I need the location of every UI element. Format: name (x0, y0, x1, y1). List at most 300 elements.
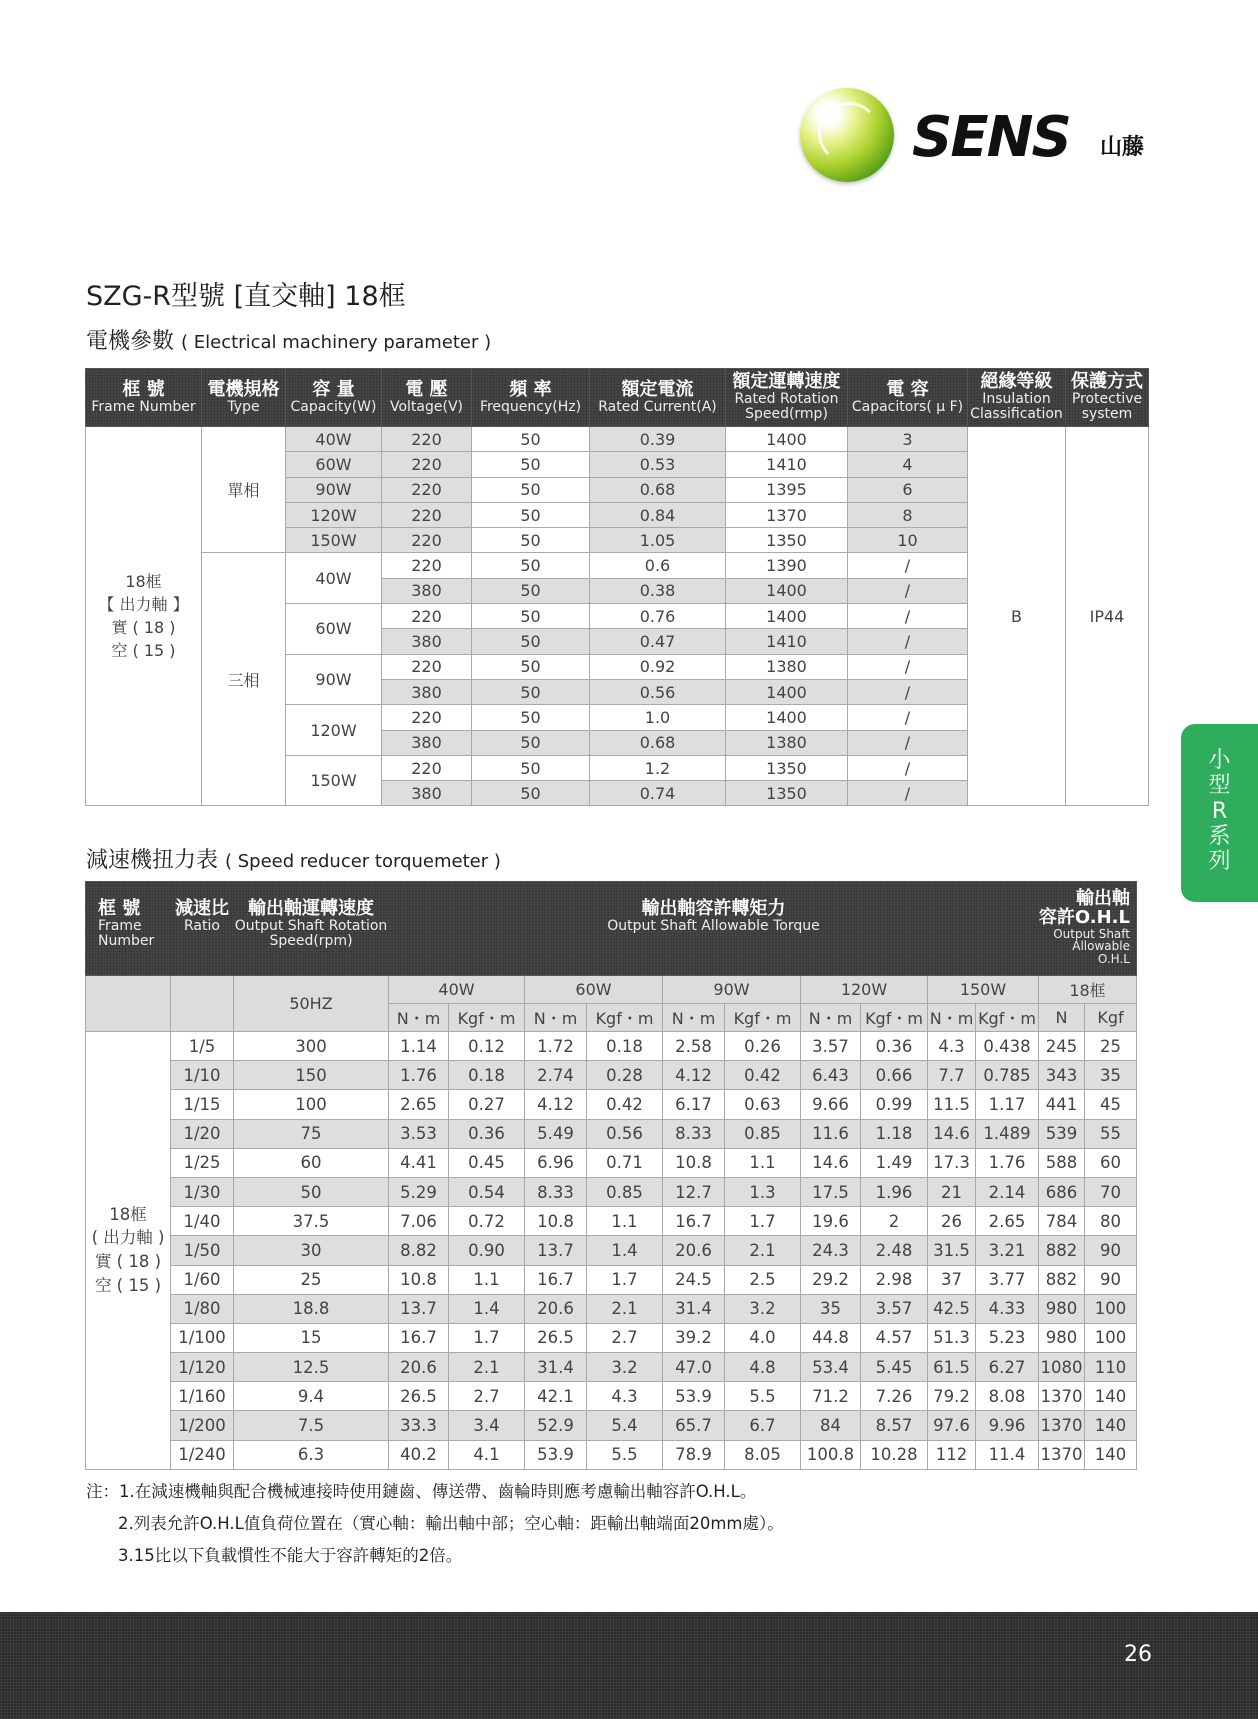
voltage-cell: 220 (382, 755, 472, 780)
table-cell: 24.5 (663, 1265, 725, 1294)
table-cell: 1.49 (861, 1148, 928, 1177)
power-header: 40W (389, 976, 525, 1004)
table-row (86, 1119, 1137, 1148)
table-cell: 4.12 (525, 1090, 587, 1119)
unit-nm-header: N・m (525, 1004, 587, 1032)
table-cell: 25 (234, 1265, 389, 1294)
unit-kgf-header: Kgf・m (725, 1004, 801, 1032)
unit-kgf-header: Kgf・m (976, 1004, 1039, 1032)
table-cell: 882 (1039, 1236, 1085, 1265)
table-cell: 3.4 (449, 1411, 525, 1440)
table-cell: 26.5 (389, 1382, 449, 1411)
frequency-cell: 50 (472, 629, 590, 654)
table-cell: 0.18 (449, 1061, 525, 1090)
capacitor-cell: / (848, 679, 968, 704)
table-cell: 0.63 (725, 1090, 801, 1119)
frame-line: 【 出力軸 】 (98, 595, 189, 615)
speed-cell: 1350 (726, 781, 848, 806)
table-cell: 100.8 (801, 1440, 861, 1469)
table-cell: 0.66 (861, 1061, 928, 1090)
blank-header (171, 976, 234, 1032)
table-cell: 11.4 (976, 1440, 1039, 1469)
unit-kgf-header: Kgf (1085, 1004, 1137, 1032)
frequency-cell: 50 (472, 528, 590, 553)
note-1: 注：1.在減速機軸與配合機械連接時使用鏈齒、傳送帶、齒輪時則應考慮輸出軸容許O.H.L。 (86, 1482, 757, 1501)
unit-kgf-header: Kgf・m (587, 1004, 663, 1032)
table-cell: 2.7 (449, 1382, 525, 1411)
capacitor-cell: / (848, 654, 968, 679)
footer-band (0, 1612, 1258, 1719)
table-cell: 37 (928, 1265, 976, 1294)
table-cell: 1/15 (171, 1090, 234, 1119)
table-cell: 90 (1085, 1236, 1137, 1265)
capacity-cell: 60W (286, 452, 382, 477)
table-cell: 1.1 (587, 1207, 663, 1236)
table-cell: 588 (1039, 1148, 1085, 1177)
speed-cell: 1400 (726, 679, 848, 704)
table-cell: 441 (1039, 1090, 1085, 1119)
table-cell: 0.90 (449, 1236, 525, 1265)
voltage-cell: 380 (382, 730, 472, 755)
table-cell: 2.58 (663, 1032, 725, 1061)
speed-cell: 1380 (726, 730, 848, 755)
table-cell: 1.14 (389, 1032, 449, 1061)
table-cell: 10.8 (663, 1148, 725, 1177)
current-cell: 0.74 (590, 781, 726, 806)
table-cell: 16.7 (663, 1207, 725, 1236)
table-cell: 14.6 (801, 1148, 861, 1177)
current-cell: 1.0 (590, 705, 726, 730)
table-cell: 8.08 (976, 1382, 1039, 1411)
torque-header-speed: 輸出軸運轉速度 Output Shaft Rotation Speed(rpm) (234, 882, 389, 976)
section-electrical-zh: 電機參數 (86, 329, 175, 354)
table-cell: 4.33 (976, 1294, 1039, 1323)
type-three-cell: 三相 (202, 553, 286, 806)
frequency-cell: 50 (472, 477, 590, 502)
table-row (86, 427, 1149, 452)
speed-cell: 1395 (726, 477, 848, 502)
speed-cell: 1350 (726, 755, 848, 780)
table-cell: 14.6 (928, 1119, 976, 1148)
capacity-cell: 90W (286, 654, 382, 705)
table-cell: 52.9 (525, 1411, 587, 1440)
table-cell: 17.3 (928, 1148, 976, 1177)
table-cell: 980 (1039, 1323, 1085, 1352)
logo-sphere-icon (800, 88, 894, 182)
table-cell: 2.1 (725, 1236, 801, 1265)
table-cell: 1080 (1039, 1353, 1085, 1382)
table-cell: 51.3 (928, 1323, 976, 1352)
table-row (86, 1411, 1137, 1440)
torque-header-ratio: 減速比 Ratio (171, 882, 234, 976)
table-cell: 7.5 (234, 1411, 389, 1440)
table-cell: 37.5 (234, 1207, 389, 1236)
insulation-cell: B (968, 427, 1066, 806)
table-cell: 0.18 (587, 1032, 663, 1061)
table-cell: 140 (1085, 1382, 1137, 1411)
capacity-cell: 150W (286, 528, 382, 553)
table-cell: 1/60 (171, 1265, 234, 1294)
power-header: 120W (801, 976, 928, 1004)
table-cell: 1/5 (171, 1032, 234, 1061)
voltage-cell: 380 (382, 781, 472, 806)
table-row (86, 1090, 1137, 1119)
torque-table-header (86, 882, 1137, 976)
speed-cell: 1370 (726, 502, 848, 527)
note-3: 3.15比以下負載慣性不能大于容許轉矩的2倍。 (118, 1546, 463, 1565)
table-cell: 5.5 (587, 1440, 663, 1469)
table-cell: 1/240 (171, 1440, 234, 1469)
unit-nm-header: N・m (928, 1004, 976, 1032)
hz-header: 50HZ (234, 976, 389, 1032)
frame-line: ( 出力軸 ) (91, 1228, 165, 1248)
table-cell: 882 (1039, 1265, 1085, 1294)
power-header: 90W (663, 976, 801, 1004)
current-cell: 0.92 (590, 654, 726, 679)
table-cell: 71.2 (801, 1382, 861, 1411)
table-cell: 5.4 (587, 1411, 663, 1440)
electrical-table-header (86, 369, 1149, 427)
table-cell: 3.2 (725, 1294, 801, 1323)
capacity-cell: 120W (286, 502, 382, 527)
table-cell: 343 (1039, 1061, 1085, 1090)
table-cell: 0.27 (449, 1090, 525, 1119)
voltage-cell: 220 (382, 452, 472, 477)
voltage-cell: 220 (382, 477, 472, 502)
table-cell: 1.17 (976, 1090, 1039, 1119)
notes (86, 1476, 784, 1572)
table-cell: 53.9 (525, 1440, 587, 1469)
frame-line: 實 ( 18 ) (94, 1252, 162, 1272)
table-cell: 7.26 (861, 1382, 928, 1411)
table-cell: 0.54 (449, 1177, 525, 1206)
table-cell: 1.489 (976, 1119, 1039, 1148)
table-cell: 1.72 (525, 1032, 587, 1061)
table-cell: 55 (1085, 1119, 1137, 1148)
current-cell: 0.84 (590, 502, 726, 527)
table-cell: 2.1 (449, 1353, 525, 1382)
current-cell: 0.76 (590, 604, 726, 629)
table-cell: 10.28 (861, 1440, 928, 1469)
table-cell: 53.9 (663, 1382, 725, 1411)
table-cell: 1370 (1039, 1411, 1085, 1440)
capacity-cell: 150W (286, 755, 382, 806)
capacitor-cell: 3 (848, 427, 968, 452)
speed-cell: 1350 (726, 528, 848, 553)
table-cell: 45 (1085, 1090, 1137, 1119)
table-cell: 1.76 (389, 1061, 449, 1090)
table-cell: 11.6 (801, 1119, 861, 1148)
table-cell: 100 (1085, 1323, 1137, 1352)
current-cell: 0.47 (590, 629, 726, 654)
speed-cell: 1400 (726, 604, 848, 629)
table-cell: 65.7 (663, 1411, 725, 1440)
table-cell: 7.06 (389, 1207, 449, 1236)
torque-header-ohl: 輸出軸 容許O.H.L Output Shaft Allowable O.H.L (1039, 882, 1137, 976)
table-cell: 1/25 (171, 1148, 234, 1177)
table-cell: 0.42 (587, 1090, 663, 1119)
table-cell: 90 (1085, 1265, 1137, 1294)
table-row (86, 1440, 1137, 1469)
table-cell: 1.7 (587, 1265, 663, 1294)
table-cell: 7.7 (928, 1061, 976, 1090)
frame-line: 實 ( 18 ) (111, 618, 176, 638)
table-cell: 0.85 (725, 1119, 801, 1148)
table-cell: 300 (234, 1032, 389, 1061)
ohl-frame-header: 18框 (1039, 976, 1137, 1004)
table-cell: 1.7 (449, 1323, 525, 1352)
current-cell: 0.68 (590, 477, 726, 502)
table-cell: 39.2 (663, 1323, 725, 1352)
table-cell: 40.2 (389, 1440, 449, 1469)
table-cell: 29.2 (801, 1265, 861, 1294)
electrical-header-col: 額定運轉速度 Rated Rotation Speed(rmp) (726, 369, 848, 427)
table-row (86, 1061, 1137, 1090)
frame-line: 空 ( 15 ) (111, 641, 176, 661)
table-row (86, 1323, 1137, 1352)
table-cell: 8.82 (389, 1236, 449, 1265)
capacitor-cell: 8 (848, 502, 968, 527)
table-row (86, 1382, 1137, 1411)
table-cell: 1/20 (171, 1119, 234, 1148)
table-cell: 9.96 (976, 1411, 1039, 1440)
unit-nm-header: N・m (663, 1004, 725, 1032)
table-cell: 8.33 (525, 1177, 587, 1206)
table-cell: 0.56 (587, 1119, 663, 1148)
table-cell: 13.7 (525, 1236, 587, 1265)
table-cell: 9.4 (234, 1382, 389, 1411)
table-cell: 80 (1085, 1207, 1137, 1236)
table-row (86, 1353, 1137, 1382)
table-cell: 112 (928, 1440, 976, 1469)
table-cell: 2.74 (525, 1061, 587, 1090)
table-cell: 6.27 (976, 1353, 1039, 1382)
table-cell: 0.438 (976, 1032, 1039, 1061)
table-cell: 31.5 (928, 1236, 976, 1265)
speed-cell: 1380 (726, 654, 848, 679)
table-cell: 3.21 (976, 1236, 1039, 1265)
current-cell: 1.05 (590, 528, 726, 553)
table-cell: 4.3 (587, 1382, 663, 1411)
capacitor-cell: / (848, 604, 968, 629)
table-cell: 0.26 (725, 1032, 801, 1061)
capacitor-cell: / (848, 578, 968, 603)
unit-nm-header: N・m (801, 1004, 861, 1032)
electrical-header-col: 額定電流 Rated Current(A) (590, 369, 726, 427)
table-cell: 1370 (1039, 1440, 1085, 1469)
table-cell: 0.85 (587, 1177, 663, 1206)
table-cell: 8.33 (663, 1119, 725, 1148)
frame-line: 空 ( 15 ) (94, 1276, 162, 1296)
current-cell: 0.39 (590, 427, 726, 452)
frequency-cell: 50 (472, 452, 590, 477)
unit-n-header: N (1039, 1004, 1085, 1032)
table-cell: 1.3 (725, 1177, 801, 1206)
table-cell: 79.2 (928, 1382, 976, 1411)
table-cell: 0.42 (725, 1061, 801, 1090)
type-single-cell: 單相 (202, 427, 286, 553)
table-cell: 78.9 (663, 1440, 725, 1469)
table-cell: 3.53 (389, 1119, 449, 1148)
table-cell: 4.3 (928, 1032, 976, 1061)
table-cell: 140 (1085, 1440, 1137, 1469)
table-row (86, 1236, 1137, 1265)
section-torque-heading (86, 843, 501, 874)
table-cell: 9.66 (801, 1090, 861, 1119)
table-cell: 15 (234, 1323, 389, 1352)
current-cell: 0.38 (590, 578, 726, 603)
table-cell: 4.0 (725, 1323, 801, 1352)
table-cell: 0.36 (861, 1032, 928, 1061)
table-cell: 61.5 (928, 1353, 976, 1382)
frequency-cell: 50 (472, 427, 590, 452)
table-cell: 1.4 (587, 1236, 663, 1265)
capacity-cell: 40W (286, 553, 382, 604)
unit-nm-header: N・m (389, 1004, 449, 1032)
section-electrical-heading (86, 324, 491, 355)
table-cell: 35 (801, 1294, 861, 1323)
table-cell: 19.6 (801, 1207, 861, 1236)
table-cell: 1.76 (976, 1148, 1039, 1177)
table-cell: 2.98 (861, 1265, 928, 1294)
table-cell: 50 (234, 1177, 389, 1206)
table-cell: 2.65 (389, 1090, 449, 1119)
table-cell: 0.45 (449, 1148, 525, 1177)
table-cell: 1.96 (861, 1177, 928, 1206)
frequency-cell: 50 (472, 578, 590, 603)
table-cell: 30 (234, 1236, 389, 1265)
frequency-cell: 50 (472, 654, 590, 679)
table-cell: 1.1 (449, 1265, 525, 1294)
table-cell: 140 (1085, 1411, 1137, 1440)
table-cell: 60 (234, 1148, 389, 1177)
table-cell: 18.8 (234, 1294, 389, 1323)
table-cell: 6.3 (234, 1440, 389, 1469)
speed-cell: 1400 (726, 427, 848, 452)
table-cell: 25 (1085, 1032, 1137, 1061)
frequency-cell: 50 (472, 730, 590, 755)
torque-header-frame: 框 號 Frame Number (86, 882, 171, 976)
protection-cell: IP44 (1066, 427, 1149, 806)
electrical-header-col: 電 壓 Voltage(V) (382, 369, 472, 427)
table-cell: 5.45 (861, 1353, 928, 1382)
table-cell: 47.0 (663, 1353, 725, 1382)
table-cell: 6.7 (725, 1411, 801, 1440)
table-cell: 8.05 (725, 1440, 801, 1469)
table-cell: 1370 (1039, 1382, 1085, 1411)
table-cell: 20.6 (389, 1353, 449, 1382)
section-torque-zh: 減速機扭力表 (86, 848, 219, 873)
table-cell: 21 (928, 1177, 976, 1206)
table-cell: 1/50 (171, 1236, 234, 1265)
capacitor-cell: 6 (848, 477, 968, 502)
electrical-header-col: 容 量 Capacity(W) (286, 369, 382, 427)
voltage-cell: 220 (382, 604, 472, 629)
frequency-cell: 50 (472, 705, 590, 730)
logo-brand-cn: 山藤 (1100, 135, 1145, 160)
current-cell: 1.2 (590, 755, 726, 780)
page-title: SZG-R型號 [直交軸] 18框 (86, 281, 406, 312)
current-cell: 0.53 (590, 452, 726, 477)
frame-number-cell (86, 1032, 171, 1470)
speed-cell: 1400 (726, 578, 848, 603)
voltage-cell: 220 (382, 705, 472, 730)
side-category-tab[interactable]: 小 型 R 系 列 (1181, 724, 1258, 902)
unit-kgf-header: Kgf・m (449, 1004, 525, 1032)
table-cell: 2.5 (725, 1265, 801, 1294)
table-cell: 26.5 (525, 1323, 587, 1352)
table-cell: 12.7 (663, 1177, 725, 1206)
current-cell: 0.56 (590, 679, 726, 704)
electrical-header-col: 保護方式 Protective system (1066, 369, 1149, 427)
table-row (86, 1148, 1137, 1177)
table-cell: 4.8 (725, 1353, 801, 1382)
current-cell: 0.68 (590, 730, 726, 755)
table-cell: 2 (861, 1207, 928, 1236)
table-cell: 42.1 (525, 1382, 587, 1411)
table-cell: 70 (1085, 1177, 1137, 1206)
blank-header (86, 976, 171, 1032)
voltage-cell: 220 (382, 427, 472, 452)
unit-kgf-header: Kgf・m (861, 1004, 928, 1032)
table-cell: 6.96 (525, 1148, 587, 1177)
table-cell: 35 (1085, 1061, 1137, 1090)
table-cell: 0.72 (449, 1207, 525, 1236)
table-cell: 17.5 (801, 1177, 861, 1206)
capacitor-cell: / (848, 781, 968, 806)
capacitor-cell: / (848, 553, 968, 578)
table-cell: 1/40 (171, 1207, 234, 1236)
table-cell: 97.6 (928, 1411, 976, 1440)
torque-table (85, 881, 1137, 1470)
table-cell: 12.5 (234, 1353, 389, 1382)
table-cell: 100 (1085, 1294, 1137, 1323)
table-cell: 5.49 (525, 1119, 587, 1148)
table-cell: 31.4 (525, 1353, 587, 1382)
table-cell: 3.57 (861, 1294, 928, 1323)
frame-number-cell (86, 427, 202, 806)
speed-cell: 1400 (726, 705, 848, 730)
note-2: 2.列表允許O.H.L值負荷位置在（實心軸：輸出軸中部；空心軸：距輸出軸端面20mm處）。 (118, 1514, 784, 1533)
electrical-parameter-table (85, 368, 1149, 806)
frequency-cell: 50 (472, 604, 590, 629)
electrical-header-col: 頻 率 Frequency(Hz) (472, 369, 590, 427)
frequency-cell: 50 (472, 502, 590, 527)
table-cell: 26 (928, 1207, 976, 1236)
frequency-cell: 50 (472, 679, 590, 704)
table-cell: 84 (801, 1411, 861, 1440)
table-cell: 4.41 (389, 1148, 449, 1177)
table-cell: 3.2 (587, 1353, 663, 1382)
table-cell: 2.7 (587, 1323, 663, 1352)
logo-brand-text: SENS (912, 105, 1070, 170)
table-cell: 4.12 (663, 1061, 725, 1090)
page-number: 26 (1124, 1642, 1152, 1667)
capacitor-cell: / (848, 730, 968, 755)
table-cell: 1.4 (449, 1294, 525, 1323)
capacity-cell: 90W (286, 477, 382, 502)
table-cell: 1/10 (171, 1061, 234, 1090)
frequency-cell: 50 (472, 781, 590, 806)
table-cell: 1/30 (171, 1177, 234, 1206)
capacity-cell: 60W (286, 604, 382, 655)
torque-power-header (86, 976, 1137, 1004)
electrical-header-col: 電機規格 Type (202, 369, 286, 427)
table-cell: 75 (234, 1119, 389, 1148)
table-cell: 2.65 (976, 1207, 1039, 1236)
table-cell: 3.57 (801, 1032, 861, 1061)
table-cell: 4.1 (449, 1440, 525, 1469)
